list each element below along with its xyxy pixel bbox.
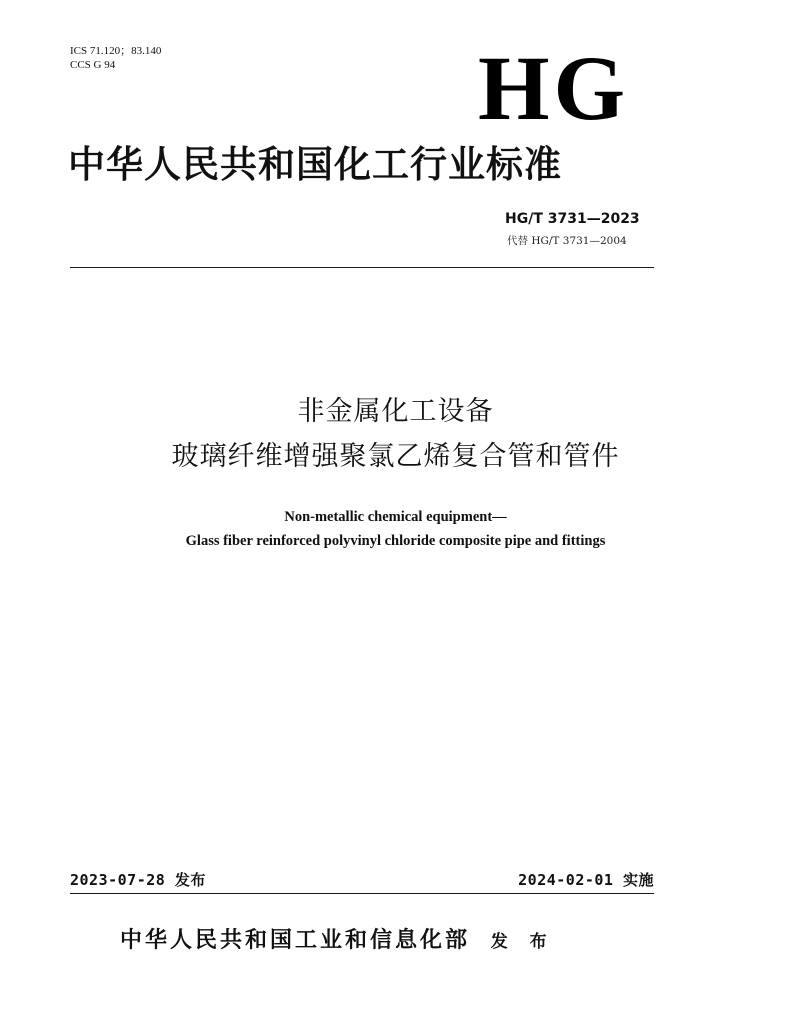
english-title-line-2: Glass fiber reinforced polyvinyl chloride composite pipe and fittings	[185, 533, 606, 549]
hg-logo: HG	[478, 37, 630, 139]
standard-number: HG/T 3731—2023	[505, 211, 640, 227]
issuer-action: 发 布	[490, 932, 555, 952]
standard-category-title: 中华人民共和国化工行业标准	[68, 142, 562, 186]
ics-code: ICS 71.120；83.140	[70, 45, 162, 57]
chinese-title-line-2: 玻璃纤维增强聚氯乙烯复合管和管件	[171, 441, 620, 472]
implement-date-block	[518, 870, 654, 890]
ccs-code: CCS G 94	[70, 59, 116, 71]
classification-codes	[70, 44, 161, 72]
implement-date: 2024-02-01	[518, 871, 614, 889]
issue-date: 2023-07-28	[70, 871, 166, 889]
implement-label: 实施	[622, 871, 654, 889]
issuer-name: 中华人民共和国工业和信息化部	[120, 927, 471, 953]
issue-label: 发布	[174, 871, 206, 889]
header-divider	[70, 267, 654, 268]
issue-date-block	[70, 870, 206, 890]
replaces-standard: 代替 HG/T 3731—2004	[507, 235, 627, 247]
chinese-title-line-1: 非金属化工设备	[297, 396, 494, 427]
footer-divider	[70, 893, 654, 894]
english-title-line-1: Non-metallic chemical equipment—	[284, 509, 507, 525]
issuer-line	[120, 925, 555, 957]
